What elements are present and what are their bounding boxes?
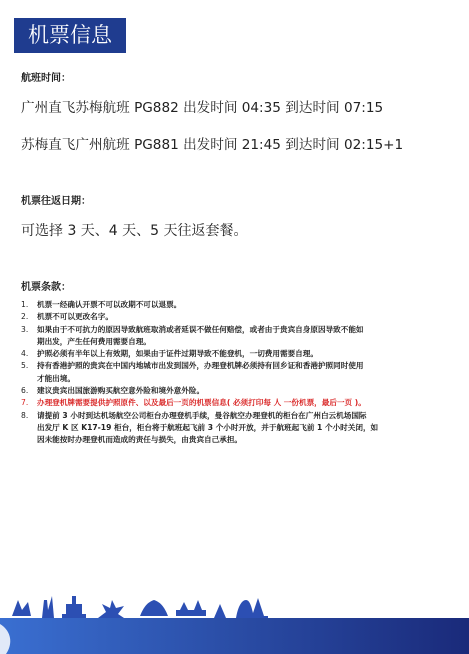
- flight-return: 苏梅直飞广州航班 PG881 出发时间 21:45 到达时间 02:15+1: [21, 137, 404, 153]
- term-text: 出发厅 K 区 K17-19 柜台，柜台将于航班起飞前 3 个小时开放，并于航班起飞前 1 个小时关闭，如: [37, 422, 379, 432]
- terms-label: 机票条款：: [21, 282, 71, 293]
- term-item: [21, 410, 451, 447]
- term-number: 7.: [21, 398, 29, 408]
- term-text: 才能出境。: [37, 373, 75, 383]
- term-text: 如果由于不可抗力的原因导致航班取消或者延误不做任何赔偿，或者由于贵宾自身原因导致不能如: [37, 324, 364, 334]
- term-number: 6.: [21, 386, 29, 396]
- term-item: [21, 385, 451, 397]
- page-title-banner: [14, 18, 126, 53]
- landmark-silhouettes: [12, 596, 268, 618]
- term-item: [21, 397, 451, 409]
- flight-outbound: 广州直飞苏梅航班 PG882 出发时间 04:35 到达时间 07:15: [21, 100, 384, 116]
- term-text: 因未能按时办理登机而造成的责任与损失，由贵宾自己承担。: [37, 435, 243, 445]
- term-item: [21, 348, 451, 360]
- term-number: 4.: [21, 349, 29, 359]
- term-number: 3.: [21, 324, 29, 334]
- term-text: 护照必须有半年以上有效期，如果由于证件过期导致不能登机，一切费用需要自理。: [37, 349, 318, 359]
- term-number: 2.: [21, 312, 29, 322]
- return-dates-label: 机票往返日期：: [21, 196, 91, 207]
- term-text: 持有香港护照的贵宾在中国内地城市出发到国外，办理登机牌必须持有回乡证和香港护照同时使用: [37, 361, 364, 371]
- term-text: 办理登机牌需要提供护照原件、以及最后一页的机票信息( 必须打印每 人 一份机票，最后一页 )。: [37, 398, 366, 408]
- term-text: 机票不可以更改名字。: [37, 312, 113, 322]
- terms-list: [21, 299, 451, 447]
- footer-blue-band: [0, 618, 469, 654]
- term-number: 1.: [21, 300, 29, 309]
- term-text: 机票一经确认开票不可以改期不可以退票。: [37, 300, 182, 309]
- term-item: [21, 299, 451, 311]
- term-item: [21, 311, 451, 323]
- term-item: [21, 324, 451, 349]
- term-text: 请提前 3 小时到达机场航空公司柜台办理登机手续，曼谷航空办理登机的柜台在广州白云机场国际: [37, 410, 367, 420]
- landmarks-footer-banner: [0, 582, 469, 654]
- term-item: [21, 360, 451, 385]
- term-number: 5.: [21, 361, 29, 371]
- flight-times-label: 航班时间：: [21, 73, 71, 84]
- page-title: 机票信息: [28, 23, 112, 47]
- return-dates-text: 可选择 3 天、4 天、5 天往返套餐。: [21, 223, 248, 239]
- term-text: 期出发，产生任何费用需要自理。: [37, 336, 151, 346]
- term-text: 建议贵宾出国旅游购买航空意外险和境外意外险。: [37, 386, 205, 396]
- term-number: 8.: [21, 410, 29, 420]
